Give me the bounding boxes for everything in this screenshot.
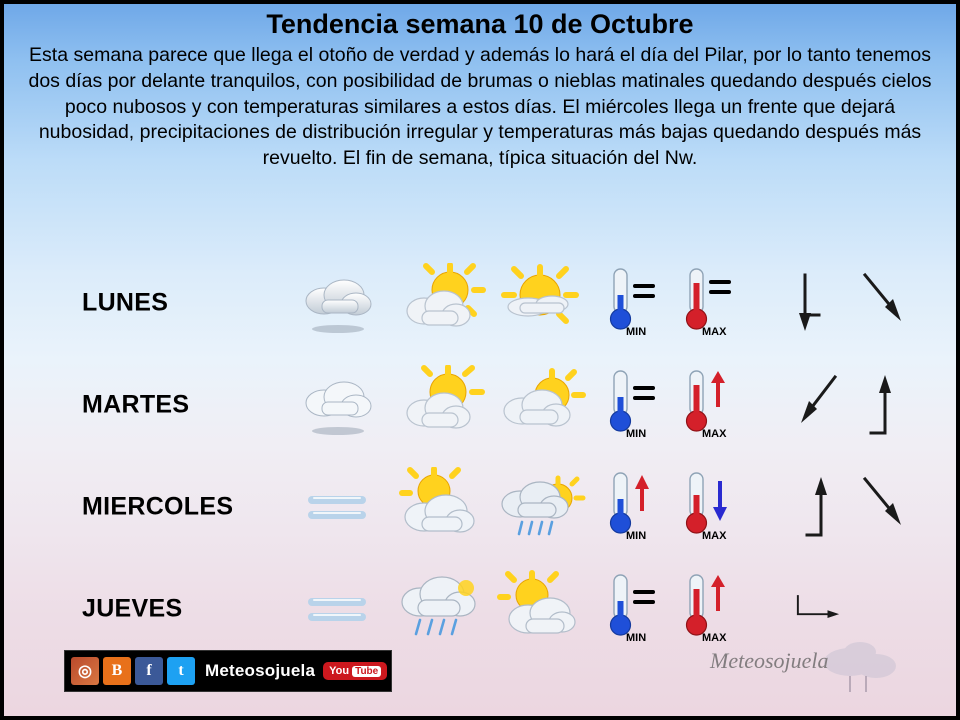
max-label: MAX bbox=[702, 530, 727, 542]
arrow-down-right-icon bbox=[859, 269, 915, 337]
wind-cell-2 bbox=[856, 257, 918, 349]
min-temp-cell bbox=[604, 461, 676, 553]
table-row bbox=[4, 456, 956, 558]
sun-behind-cloud-icon bbox=[394, 263, 486, 343]
page-title: Tendencia semana 10 de Octubre bbox=[266, 9, 694, 39]
max-temp-cell bbox=[680, 359, 756, 451]
facebook-icon[interactable]: f bbox=[135, 657, 163, 685]
sky-cell bbox=[292, 461, 384, 553]
arrow-down-right-icon bbox=[859, 473, 915, 541]
wind-cell-2 bbox=[856, 359, 918, 451]
min-temp-cell bbox=[604, 359, 676, 451]
sun-behind-thin-cloud-icon bbox=[494, 263, 586, 343]
sky-cell bbox=[292, 257, 384, 349]
morning-weather-cell bbox=[392, 461, 488, 553]
afternoon-weather-cell bbox=[492, 359, 588, 451]
watermark-logo bbox=[700, 636, 910, 698]
youtube-sublabel: Tube bbox=[352, 666, 381, 677]
social-bar bbox=[64, 650, 392, 692]
min-label: MIN bbox=[626, 530, 647, 542]
forecast-table bbox=[4, 252, 956, 660]
watermark-text: Meteosojuela bbox=[710, 648, 829, 673]
min-thermometer-icon bbox=[604, 571, 676, 647]
max-label: MAX bbox=[702, 428, 727, 440]
morning-weather-cell bbox=[392, 359, 488, 451]
cloud-with-shadow-icon bbox=[292, 369, 384, 441]
day-label: LUNES bbox=[82, 288, 169, 317]
header bbox=[4, 4, 956, 172]
sun-behind-cloud-icon bbox=[494, 365, 586, 445]
max-temp-cell bbox=[680, 257, 756, 349]
max-temp-cell bbox=[680, 461, 756, 553]
arrow-up-icon bbox=[797, 473, 849, 541]
arrow-down-left-icon bbox=[795, 371, 851, 439]
morning-weather-cell bbox=[392, 563, 488, 655]
wind-cell-1 bbox=[794, 461, 852, 553]
min-temp-cell bbox=[604, 563, 676, 655]
wind-cell-1 bbox=[794, 257, 852, 349]
weekly-summary-text: Esta semana parece que llega el otoño de verdad y además lo hará el día del Pilar, por lo tanto tenemos dos días por delante tranquilos, con posibilidad de brumas o nieblas matinales quedando después cielos poco nubosos y con temperaturas similares a estos días. El miércoles llega un frente que dejará nubosidad, precipitaciones de distribución irregular y temperaturas más bajas quedando después más revuelto. El fin de semana, típica situación del Nw. bbox=[28, 43, 932, 170]
table-row bbox=[4, 252, 956, 354]
max-label: MAX bbox=[702, 326, 727, 338]
sun-behind-cloud-icon bbox=[394, 467, 486, 547]
sun-behind-cloud-icon bbox=[394, 365, 486, 445]
sun-behind-rain-cloud-icon bbox=[494, 464, 586, 550]
max-thermometer-icon bbox=[680, 469, 756, 545]
arrow-up-icon bbox=[861, 371, 913, 439]
min-label: MIN bbox=[626, 632, 647, 644]
morning-weather-cell bbox=[392, 257, 488, 349]
equal-sign-icon bbox=[302, 589, 374, 629]
afternoon-weather-cell bbox=[492, 257, 588, 349]
equal-sign-icon bbox=[302, 487, 374, 527]
min-thermometer-icon bbox=[604, 265, 676, 341]
afternoon-weather-cell bbox=[492, 563, 588, 655]
instagram-icon[interactable]: ◎ bbox=[71, 657, 99, 685]
sky-cell bbox=[292, 359, 384, 451]
min-temp-cell bbox=[604, 257, 676, 349]
day-label: MARTES bbox=[82, 390, 190, 419]
afternoon-weather-cell bbox=[492, 461, 588, 553]
table-row bbox=[4, 354, 956, 456]
wind-cell-2 bbox=[856, 461, 918, 553]
sun-behind-cloud-icon bbox=[494, 569, 586, 649]
min-label: MIN bbox=[626, 326, 647, 338]
rain-drops-icon bbox=[416, 620, 456, 634]
rain-cloud-icon bbox=[394, 566, 486, 652]
day-label: MIERCOLES bbox=[82, 492, 234, 521]
blogger-icon[interactable]: B bbox=[103, 657, 131, 685]
wind-cell-1 bbox=[794, 359, 852, 451]
sky-cell bbox=[292, 563, 384, 655]
arrow-down-icon bbox=[797, 269, 849, 337]
max-thermometer-icon bbox=[680, 367, 756, 443]
cloud-with-shadow-icon bbox=[292, 267, 384, 339]
day-label: JUEVES bbox=[82, 594, 183, 623]
youtube-icon[interactable] bbox=[323, 662, 387, 680]
min-thermometer-icon bbox=[604, 469, 676, 545]
rain-drops-icon bbox=[519, 522, 552, 534]
brand-name: Meteosojuela bbox=[205, 661, 316, 680]
arrow-right-icon bbox=[794, 579, 852, 639]
min-label: MIN bbox=[626, 428, 647, 440]
min-thermometer-icon bbox=[604, 367, 676, 443]
youtube-label: You bbox=[329, 665, 350, 677]
max-label: MAX bbox=[702, 632, 727, 644]
max-thermometer-icon bbox=[680, 265, 756, 341]
twitter-icon[interactable]: t bbox=[167, 657, 195, 685]
